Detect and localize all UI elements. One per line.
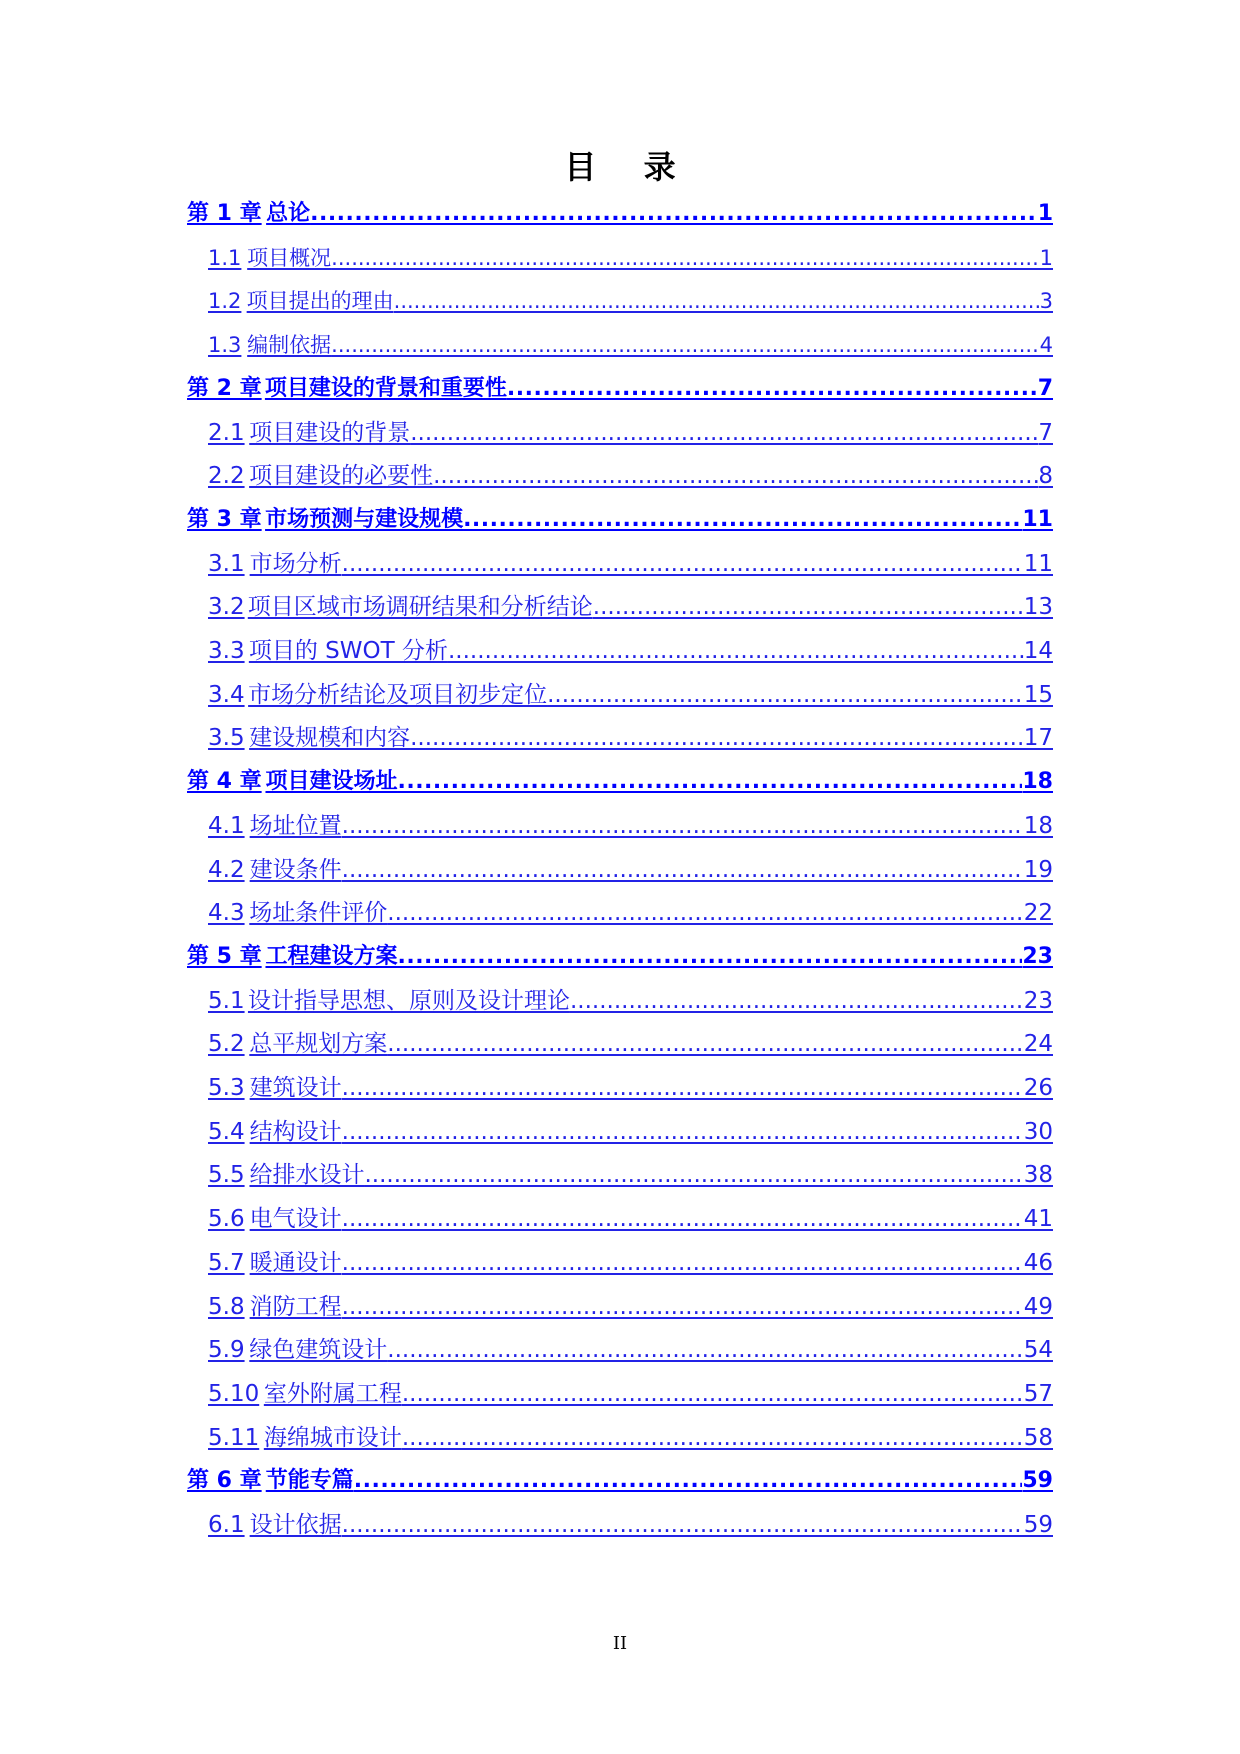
entry-page-number: 49	[1023, 1293, 1053, 1320]
dot-leader	[394, 279, 1040, 323]
entry-label: 场址条件评价	[249, 900, 388, 927]
toc-chapter-link[interactable]	[187, 367, 1053, 411]
entry-page-number: 18	[1022, 769, 1053, 795]
entry-number: 5.3	[208, 1075, 245, 1101]
entry-page-number: 8	[1038, 463, 1053, 490]
entry-page-number: 59	[1023, 1512, 1053, 1538]
toc-section-link[interactable]	[208, 629, 1053, 673]
entry-number: 5.10	[208, 1380, 260, 1407]
dot-leader	[342, 1066, 1024, 1110]
dot-leader	[593, 585, 1024, 629]
dot-leader	[342, 542, 1024, 586]
entry-label: 编制依据	[247, 333, 332, 358]
dot-leader	[507, 367, 1038, 411]
entry-label: 市场分析	[249, 550, 342, 577]
entry-page-number: 1	[1037, 201, 1053, 226]
toc-section-link[interactable]	[208, 323, 1053, 367]
dot-leader	[402, 1372, 1024, 1416]
toc-section-link[interactable]	[208, 848, 1053, 892]
entry-number: 5.6	[208, 1206, 245, 1233]
entry-page-number: 41	[1023, 1206, 1053, 1233]
entry-label: 给排水设计	[249, 1162, 365, 1189]
entry-page-number: 4	[1039, 333, 1053, 358]
dot-leader	[433, 454, 1038, 498]
dot-leader	[342, 1503, 1024, 1547]
entry-page-number: 18	[1023, 812, 1053, 839]
entry-label: 绿色建筑设计	[249, 1337, 388, 1364]
entry-page-number: 54	[1023, 1337, 1053, 1364]
entry-page-number: 11	[1023, 550, 1053, 577]
entry-page-number: 26	[1023, 1075, 1053, 1101]
toc-section-link[interactable]	[208, 891, 1053, 935]
entry-label: 项目提出的理由	[246, 289, 394, 314]
toc-section-link[interactable]	[208, 542, 1053, 586]
entry-number: 第 3 章	[187, 506, 262, 532]
entry-number: 3.5	[208, 725, 245, 752]
dot-leader	[354, 1459, 1023, 1503]
entry-label: 场址位置	[249, 812, 342, 839]
entry-page-number: 30	[1023, 1118, 1053, 1145]
entry-number: 4.2	[208, 856, 245, 883]
toc-section-link[interactable]	[208, 411, 1053, 455]
entry-label: 项目的 SWOT 分析	[248, 638, 448, 664]
dot-leader	[397, 935, 1022, 979]
entry-label: 电气设计	[249, 1206, 342, 1233]
entry-number: 3.3	[208, 638, 245, 664]
entry-number: 6.1	[208, 1512, 245, 1538]
entry-number: 第 4 章	[187, 769, 262, 795]
entry-label: 设计指导思想、原则及设计理论	[247, 987, 570, 1014]
entry-number: 5.7	[208, 1249, 245, 1276]
dot-leader	[410, 411, 1038, 455]
dot-leader	[342, 848, 1024, 892]
toc-section-link[interactable]	[208, 1153, 1053, 1197]
entry-number: 2.2	[208, 463, 245, 490]
entry-page-number: 46	[1023, 1249, 1053, 1276]
dot-leader	[342, 1110, 1024, 1154]
entry-label: 室外附属工程	[263, 1380, 402, 1407]
dot-leader	[463, 498, 1022, 542]
dot-leader	[387, 1022, 1023, 1066]
dot-leader	[387, 1328, 1023, 1372]
entry-number: 4.1	[208, 812, 245, 839]
entry-page-number: 22	[1023, 900, 1053, 927]
entry-label: 工程建设方案	[265, 943, 398, 969]
entry-page-number: 15	[1023, 681, 1053, 708]
toc-section-link[interactable]	[208, 454, 1053, 498]
toc-section-link[interactable]	[208, 716, 1053, 760]
toc-section-link[interactable]	[208, 673, 1053, 717]
dot-leader	[397, 760, 1022, 804]
toc-section-link[interactable]	[208, 1285, 1053, 1329]
toc-chapter-link[interactable]	[187, 192, 1053, 236]
entry-number: 1.1	[208, 245, 242, 270]
entry-page-number: 38	[1023, 1162, 1053, 1189]
entry-label: 海绵城市设计	[263, 1424, 402, 1451]
entry-number: 5.4	[208, 1118, 245, 1145]
entry-label: 消防工程	[249, 1293, 342, 1320]
dot-leader	[342, 1197, 1024, 1241]
entry-page-number: 14	[1023, 638, 1053, 664]
entry-number: 3.2	[208, 594, 245, 621]
toc-section-link[interactable]	[208, 585, 1053, 629]
entry-page-number: 59	[1022, 1468, 1053, 1494]
dot-leader	[342, 1241, 1024, 1285]
entry-label: 项目建设场址	[265, 769, 398, 795]
entry-label: 建设条件	[249, 856, 342, 883]
entry-page-number: 17	[1023, 725, 1053, 752]
toc-section-link[interactable]	[208, 1022, 1053, 1066]
entry-number: 3.1	[208, 550, 245, 577]
entry-page-number: 13	[1023, 594, 1053, 621]
entry-number: 4.3	[208, 900, 245, 927]
toc-section-link[interactable]	[208, 1197, 1053, 1241]
entry-number: 5.8	[208, 1293, 245, 1320]
dot-leader	[448, 629, 1024, 673]
entry-label: 设计依据	[249, 1512, 342, 1538]
entry-page-number: 23	[1022, 943, 1053, 969]
dot-leader	[570, 979, 1024, 1023]
toc-chapter-link[interactable]	[187, 935, 1053, 979]
dot-leader	[402, 1416, 1024, 1460]
entry-number: 第 6 章	[187, 1468, 262, 1494]
entry-number: 5.11	[208, 1424, 260, 1451]
entry-label: 市场分析结论及项目初步定位	[248, 681, 548, 708]
entry-label: 建筑设计	[249, 1075, 342, 1101]
toc-section-link[interactable]	[208, 1110, 1053, 1154]
dot-leader	[364, 1153, 1023, 1197]
toc-section-link[interactable]	[208, 804, 1053, 848]
entry-label: 节能专篇	[265, 1468, 354, 1494]
page-number: II	[612, 1633, 628, 1654]
toc-section-link[interactable]	[208, 979, 1053, 1023]
entry-number: 第 5 章	[187, 943, 262, 969]
entry-page-number: 58	[1023, 1424, 1053, 1451]
entry-number: 2.1	[208, 419, 245, 446]
toc-section-link[interactable]	[208, 279, 1053, 323]
dot-leader	[342, 804, 1024, 848]
entry-number: 第 1 章	[187, 201, 262, 226]
entry-label: 项目建设的背景	[249, 419, 411, 446]
entry-page-number: 1	[1039, 245, 1053, 270]
toc-section-link[interactable]	[208, 1503, 1053, 1547]
dot-leader	[547, 673, 1024, 717]
entry-label: 结构设计	[249, 1118, 342, 1145]
dot-leader	[310, 192, 1038, 236]
toc-section-link[interactable]	[208, 236, 1053, 280]
entry-page-number: 7	[1038, 419, 1053, 446]
entry-page-number: 3	[1039, 289, 1053, 314]
entry-label: 总论	[266, 201, 311, 226]
toc-chapter-link[interactable]	[187, 760, 1053, 804]
toc-section-link[interactable]	[208, 1372, 1053, 1416]
entry-number: 5.9	[208, 1337, 245, 1364]
toc-section-link[interactable]	[208, 1241, 1053, 1285]
entry-label: 市场预测与建设规模	[265, 506, 464, 532]
dot-leader	[387, 891, 1023, 935]
entry-number: 第 2 章	[187, 375, 262, 401]
entry-label: 项目建设的背景和重要性	[264, 375, 507, 401]
dot-leader	[342, 1285, 1024, 1329]
entry-label: 建设规模和内容	[249, 725, 411, 752]
toc-chapter-link[interactable]	[187, 498, 1053, 542]
entry-label: 总平规划方案	[249, 1031, 388, 1058]
entry-label: 暖通设计	[249, 1249, 342, 1276]
entry-number: 1.2	[208, 289, 242, 314]
entry-page-number: 11	[1022, 506, 1053, 532]
toc-section-link[interactable]	[208, 1066, 1053, 1110]
entry-label: 项目概况	[247, 245, 332, 270]
entry-page-number: 24	[1023, 1031, 1053, 1058]
toc-section-link[interactable]	[208, 1328, 1053, 1372]
entry-page-number: 57	[1023, 1380, 1053, 1407]
entry-number: 1.3	[208, 333, 242, 358]
entry-page-number: 7	[1037, 375, 1053, 401]
entry-label: 项目区域市场调研结果和分析结论	[247, 594, 593, 621]
entry-number: 5.5	[208, 1162, 245, 1189]
entry-number: 3.4	[208, 681, 245, 708]
entry-number: 5.1	[208, 987, 245, 1014]
dot-leader	[331, 236, 1039, 280]
toc-title: 目 录	[564, 148, 694, 186]
toc-chapter-link[interactable]	[187, 1459, 1053, 1503]
dot-leader	[410, 716, 1024, 760]
entry-label: 项目建设的必要性	[249, 463, 434, 490]
entry-number: 5.2	[208, 1031, 245, 1058]
entry-page-number: 19	[1023, 856, 1053, 883]
toc-section-link[interactable]	[208, 1416, 1053, 1460]
dot-leader	[331, 323, 1039, 367]
entry-page-number: 23	[1023, 987, 1053, 1014]
